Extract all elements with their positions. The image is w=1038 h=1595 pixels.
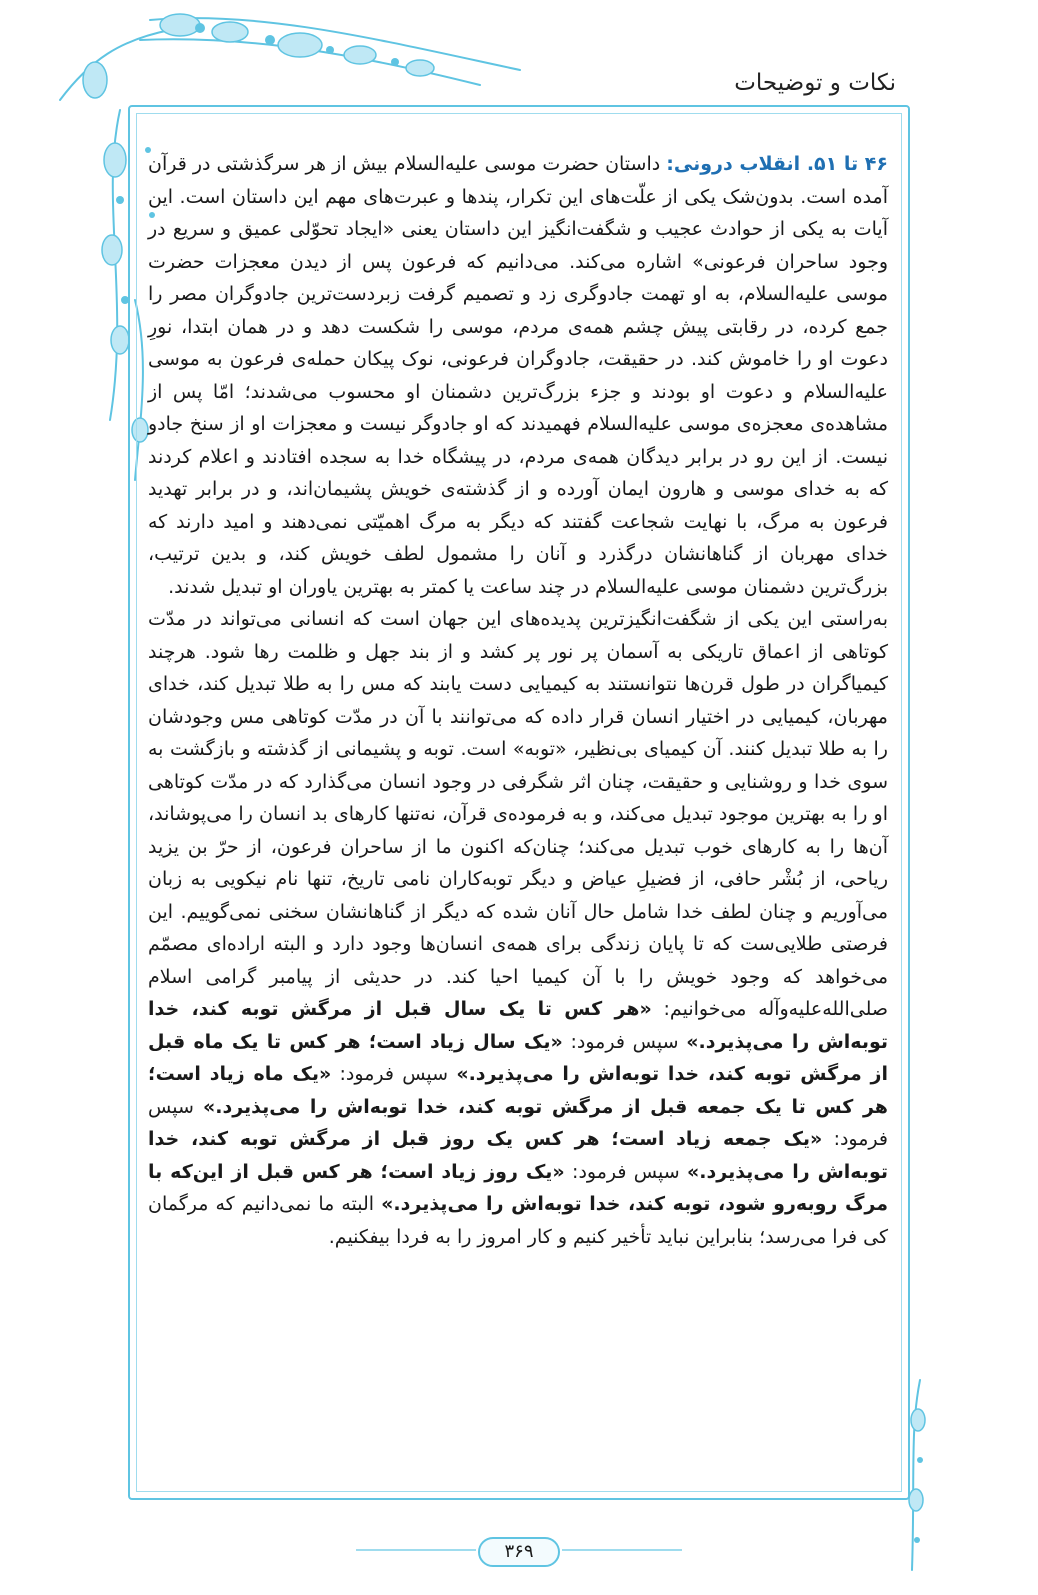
hadith-quote-2: «یک سال زیاد است؛ هر کس تا یک ماه قبل از مرگش توبه کند، خدا توبه‌اش را می‌پذیرد.» (148, 1030, 889, 1085)
page-number-ornament-left (356, 1549, 476, 1551)
hadith-connector-2: سپس فرمود: (331, 1063, 457, 1085)
verse-heading: ۴۶ تا ۵۱. انقلاب درونی: (666, 153, 888, 175)
paragraph-2-text: به‌راستی این یکی از شگفت‌انگیزترین پدیده‌های این جهان است که انسانی می‌تواند در مدّت کوتاهی از اعماق تاریکی به آسمان پر نور پر کشد و از بند جهل و ظلمت رها شود. هرچند کیمیاگران در طول قرن‌ها نتوانستند به کیمیایی دست یابند که مس را به طلا تبدیل کند، خدای مهربان، کیمیایی در اختیار انسان قرار داده که می‌توانند با آن در مدّت کوتاهی مس وجودشان را به طلا تبدیل کنند. آن کیمیای بی‌نظیر، «توبه» است. توبه و پشیمانی از گذشته و بازگشت به سوی خدا و روشنایی و حقیقت، چنان اثر شگرفی در وجود انسان می‌گذارد که در مدّت کوتاهی او را به بهترین موجود تبدیل می‌کند، و به فرموده‌ی قرآن، نه‌تنها کارهای بد انسان را می‌پوشاند، آن‌ها را به کارهای خوب تبدیل می‌کند؛ چنان‌که اکنون ما از ساحران فرعون، از حرّ بن یزید ریاحی، از بُشْر حافی، از فضیلِ عیاض و دیگر توبه‌کاران نامی تاریخ، تنها نام نیکویی به زبان می‌آوریم و چنان لطف خدا شامل حال آنان شده که دیگر از گناهانشان سخنی نمی‌گوییم. این فرصتی طلایی‌ست که تا پایان زندگی برای همه‌ی انسان‌ها وجود دارد و البته اراده‌ای مصمّم می‌خواهد که وجود خویش را با آن کیمیا احیا کند. در حدیثی از پیامبر گرامی اسلام صلی‌الله‌علیه‌وآله می‌خوانیم: (148, 608, 889, 1020)
hadith-quote-3: «یک ماه زیاد است؛ هر کس تا یک جمعه قبل از مرگش توبه کند، خدا توبه‌اش را می‌پذیرد.» (148, 1063, 888, 1118)
hadith-connector-1: سپس فرمود: (562, 1030, 687, 1053)
hadith-quote-1: «هر کس تا یک سال قبل از مرگش توبه کند، خدا توبه‌اش را می‌پذیرد.» (148, 998, 889, 1053)
paragraph-2 (148, 603, 888, 1253)
closing-text: البته ما نمی‌دانیم که مرگمان کی فرا می‌رسد؛ بنابراین نباید تأخیر کنیم و کار امروز را به فردا بیفکنیم. (148, 1193, 888, 1248)
hadith-connector-4: سپس فرمود: (564, 1160, 688, 1183)
hadith-quote-4: «یک جمعه زیاد است؛ هر کس یک روز قبل از مرگش توبه کند، خدا توبه‌اش را می‌پذیرد.» (148, 1128, 889, 1183)
paragraph-1-text: داستان حضرت موسی علیه‌السلام بیش از هر سرگذشتی در قرآن آمده است. بدون‌شک یکی از علّت‌های این تکرار، پندها و عبرت‌های مهم این داستان است. این آیات به یکی از حوادث عجیب و شگفت‌انگیز این داستان یعنی «ایجاد تحوّلی عمیق و سریع در وجود ساحران فرعونی» اشاره می‌کند. می‌دانیم که فرعون پس از دیدن معجزات حضرت موسی علیه‌السلام، به او تهمت جادوگری زد و تصمیم گرفت زبردست‌ترین جادوگران مصر را جمع کرده، در رقابتی پیش چشم همه‌ی مردم، موسی را شکست دهد و در همان ابتدا، نورِ دعوت او را خاموش کند. در حقیقت، جادوگران فرعونی، نوک پیکان حمله‌ی فرعون به موسی علیه‌السلام و دعوت او بودند و جزء بزرگ‌ترین دشمنان او محسوب می‌شدند؛ امّا پس از مشاهده‌ی معجزه‌ی موسی علیه‌السلام فهمیدند که او جادوگر نیست و معجزات او از سنخ جادو نیست. از این رو در برابر دیدگان همه‌ی مردم، در پیشگاه خدا به سجده افتادند و اعلام کردند که به خدای موسی و هارون ایمان آورده و از گذشته‌ی خویش پشیمان‌اند، و در برابر تهدید فرعون به مرگ، با نهایت شجاعت گفتند که دیگر به مرگ اهمیّتی نمی‌دهند و امید دارند که خدای مهربان از گناهانشان درگذرد و آنان را مشمول لطف خویش کند، و بدین ترتیب، بزرگ‌ترین دشمنان موسی علیه‌السلام در چند ساعت یا کمتر به بهترین یاوران او تبدیل شدند. (148, 153, 888, 598)
hadith-connector-3: سپس فرمود: (148, 1095, 888, 1150)
page-number-ornament-right (562, 1549, 682, 1551)
page-number: ۳۶۹ (478, 1537, 560, 1567)
hadith-quote-5: «یک روز زیاد است؛ هر کس قبل از این‌که با مرگ روبه‌رو شود، توبه کند، خدا توبه‌اش را می‌پذیرد.» (148, 1160, 888, 1215)
main-text (148, 148, 888, 1253)
section-title: نکات و توضیحات (734, 70, 896, 96)
paragraph-1 (148, 148, 888, 603)
